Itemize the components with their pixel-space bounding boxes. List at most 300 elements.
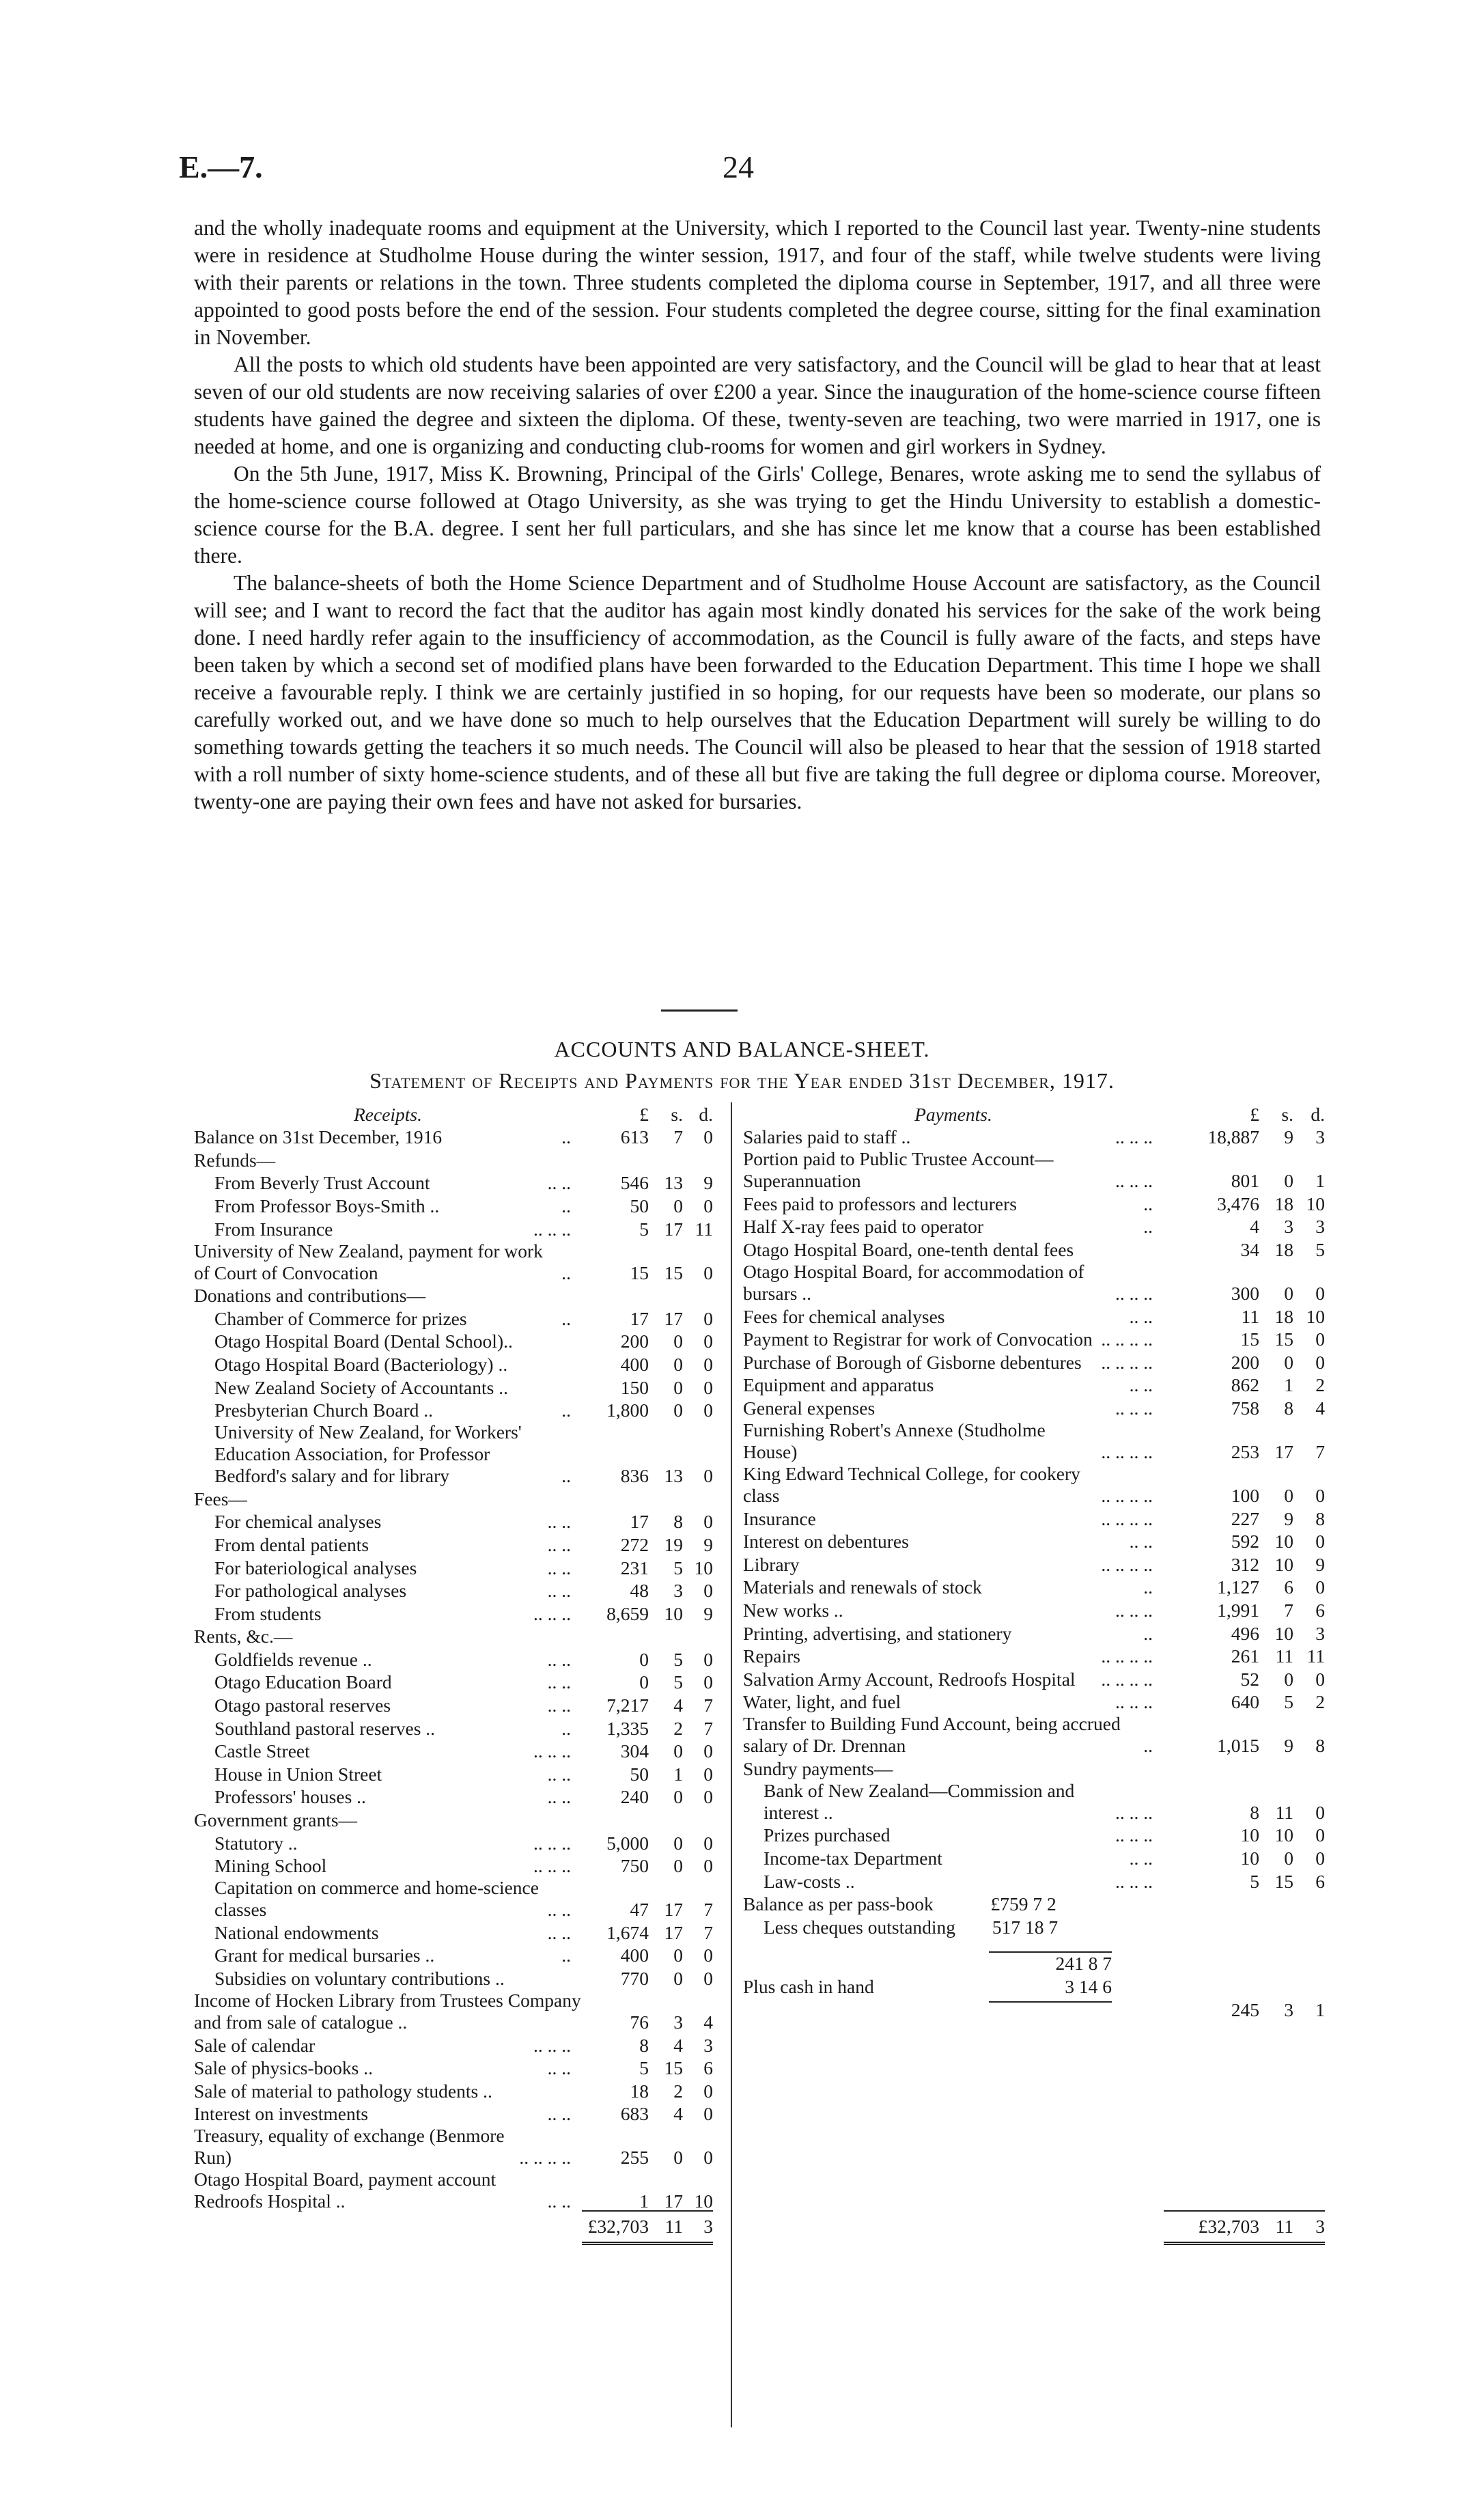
receipt-pence: 6	[703, 2057, 713, 2079]
receipt-pounds: 17	[630, 1511, 649, 1533]
receipt-row	[194, 2102, 713, 2126]
receipt-leader-dots: .. .. ..	[533, 1218, 571, 1240]
receipt-leader-dots: ..	[561, 1126, 571, 1148]
receipt-leader-dots: .. ..	[547, 1557, 571, 1578]
receipt-pounds: 47	[630, 1899, 649, 1921]
receipt-pence: 0	[703, 1648, 713, 1670]
receipt-row	[194, 1194, 713, 1217]
receipt-shillings: 0	[673, 1353, 683, 1375]
receipt-row	[194, 1740, 713, 1763]
receipt-shillings: 19	[664, 1533, 683, 1555]
receipt-leader-dots: .. .. ..	[533, 1832, 571, 1854]
receipt-row	[194, 1171, 713, 1195]
payment-label: Equipment and apparatus	[743, 1374, 934, 1396]
payment-pounds: 200	[1231, 1351, 1259, 1373]
receipt-leader-dots: .. .. ..	[533, 1740, 571, 1762]
receipt-row	[194, 1421, 713, 1487]
payment-row	[743, 1530, 1325, 1553]
payment-shillings: 9	[1284, 1126, 1293, 1148]
receipt-pounds: 400	[620, 1945, 649, 1966]
payment-row	[743, 1261, 1325, 1305]
receipt-pence: 0	[703, 1832, 713, 1854]
payment-row	[743, 1507, 1325, 1530]
receipt-label: Statutory ..	[214, 1832, 298, 1854]
receipt-pence: 0	[703, 1740, 713, 1762]
payment-label: Library	[743, 1553, 800, 1575]
payment-label: Printing, advertising, and stationery	[743, 1622, 1012, 1644]
payment-leader-dots: .. .. .. ..	[1101, 1328, 1153, 1350]
payment-pounds: 758	[1231, 1397, 1259, 1419]
receipt-pence: 7	[703, 1717, 713, 1739]
payment-shillings: 0	[1284, 1848, 1293, 1869]
payments-total-shillings: 11	[1275, 2215, 1293, 2237]
receipt-leader-dots: .. ..	[547, 1786, 571, 1808]
receipt-pounds: 18	[630, 2080, 649, 2102]
payment-pence: 2	[1315, 1691, 1325, 1713]
receipt-row	[194, 1556, 713, 1579]
payment-pence: 1	[1315, 1170, 1325, 1192]
payment-pounds: 10	[1240, 1848, 1259, 1869]
receipt-shillings: 0	[673, 2147, 683, 2169]
payment-shillings: 11	[1275, 1645, 1293, 1667]
receipt-leader-dots: .. ..	[547, 1580, 571, 1602]
receipt-shillings: 15	[664, 1262, 683, 1283]
payments-header-row	[743, 1102, 1325, 1126]
payments-heading: Payments.	[914, 1103, 992, 1125]
receipt-shillings: 0	[673, 1968, 683, 1989]
pass-book-amount: £759 7 2	[990, 1893, 1056, 1915]
payment-pounds: 100	[1231, 1484, 1259, 1506]
receipts-list	[194, 1126, 713, 2213]
payment-pounds: 10	[1240, 1824, 1259, 1846]
receipt-pounds: 272	[620, 1533, 649, 1555]
receipt-label: Otago pastoral reserves	[214, 1695, 391, 1716]
payment-row	[743, 1780, 1325, 1824]
payment-label: Fees paid to professors and lecturers	[743, 1193, 1017, 1214]
payments-column	[743, 1102, 1325, 2245]
payment-label: Fees for chemical analyses	[743, 1305, 945, 1327]
payment-shillings: 10	[1274, 1824, 1293, 1846]
receipt-shillings: 17	[664, 1921, 683, 1943]
receipt-pence: 10	[694, 1557, 713, 1578]
pence-heading: d.	[699, 1103, 713, 1125]
payment-pounds: 18,887	[1207, 1126, 1259, 1148]
pass-book-row	[743, 1893, 1325, 1916]
balance-total-pounds: 245	[1231, 1998, 1259, 2020]
receipt-pence: 9	[703, 1602, 713, 1624]
receipt-label: From Insurance	[214, 1218, 333, 1240]
receipt-label: Rents, &c.—	[194, 1626, 293, 1647]
receipt-leader-dots: .. ..	[547, 1899, 571, 1921]
receipt-label: Capitation on commerce and home-science classes	[214, 1877, 539, 1921]
receipt-pounds: 8,659	[606, 1602, 649, 1624]
receipt-row	[194, 1148, 713, 1171]
receipt-pence: 0	[703, 1465, 713, 1487]
receipt-leader-dots: ..	[561, 1307, 571, 1329]
receipt-pence: 11	[695, 1218, 713, 1240]
payment-label: Water, light, and fuel	[743, 1691, 901, 1713]
receipt-pence: 0	[703, 2147, 713, 2169]
receipt-shillings: 5	[673, 1648, 683, 1670]
receipt-pounds: 5	[639, 2057, 649, 2079]
pounds-heading: £	[1250, 1103, 1259, 1125]
payment-shillings: 10	[1274, 1553, 1293, 1575]
payment-leader-dots: .. .. ..	[1115, 1126, 1153, 1148]
receipt-shillings: 0	[673, 1855, 683, 1877]
spacer	[743, 2021, 1325, 2223]
receipt-row	[194, 1625, 713, 1648]
accounts-subtitle: Statement of Receipts and Payments for the Year ended 31st December, 1917.	[369, 1068, 1115, 1093]
receipt-row	[194, 1579, 713, 1602]
payment-pounds: 3,476	[1217, 1193, 1259, 1214]
receipt-label: House in Union Street	[214, 1763, 382, 1785]
payments-list	[743, 1126, 1325, 1893]
payment-pounds: 1,991	[1217, 1599, 1259, 1621]
receipt-leader-dots: .. ..	[547, 1511, 571, 1533]
receipt-pounds: 231	[620, 1557, 649, 1578]
payment-leader-dots: ..	[1143, 1216, 1153, 1238]
payment-pounds: 8	[1250, 1801, 1259, 1823]
receipt-leader-dots: .. ..	[547, 1695, 571, 1716]
receipt-row	[194, 1762, 713, 1785]
payment-row	[743, 1374, 1325, 1397]
receipt-shillings: 2	[673, 2080, 683, 2102]
receipts-header-row	[194, 1102, 713, 1126]
payment-leader-dots: .. .. .. ..	[1101, 1668, 1153, 1690]
receipt-pounds: 0	[639, 1648, 649, 1670]
receipt-row	[194, 1877, 713, 1921]
receipt-pence: 0	[703, 1126, 713, 1148]
accounts-title: ACCOUNTS AND BALANCE-SHEET.	[554, 1037, 930, 1061]
receipt-pence: 0	[703, 1580, 713, 1602]
payment-shillings: 10	[1274, 1622, 1293, 1644]
net-balance-amount: 241 8 7	[989, 1951, 1112, 1975]
payment-leader-dots: ..	[1143, 1193, 1153, 1214]
receipt-row	[194, 1944, 713, 1967]
payment-row	[743, 1576, 1325, 1599]
receipt-pounds: 5,000	[606, 1832, 649, 1854]
receipt-shillings: 0	[673, 1331, 683, 1352]
shillings-heading: s.	[671, 1103, 683, 1125]
receipt-shillings: 13	[664, 1465, 683, 1487]
receipt-label: Grant for medical bursaries ..	[214, 1945, 435, 1966]
receipt-label: Sale of material to pathology students ..	[194, 2080, 492, 2102]
receipt-row	[194, 1808, 713, 1831]
payment-pounds: 1,015	[1217, 1735, 1259, 1757]
payment-pence: 0	[1315, 1668, 1325, 1690]
receipt-label: Otago Hospital Board (Bacteriology) ..	[214, 1353, 508, 1375]
receipt-shillings: 0	[673, 1740, 683, 1762]
receipt-row	[194, 1240, 713, 1284]
payment-row	[743, 1419, 1325, 1463]
receipt-label: University of New Zealand, for Workers' Education Association, for Professor Bedford's salary and for library	[214, 1421, 522, 1487]
receipt-row	[194, 1487, 713, 1510]
payment-pounds: 261	[1231, 1645, 1259, 1667]
receipt-row	[194, 1854, 713, 1878]
receipt-pounds: 50	[630, 1763, 649, 1785]
receipt-row	[194, 1217, 713, 1240]
receipt-pence: 7	[703, 1695, 713, 1716]
receipt-leader-dots: .. .. .. ..	[519, 2147, 571, 2169]
receipt-pence: 0	[703, 1376, 713, 1398]
receipt-label: Otago Hospital Board, payment account Redroofs Hospital ..	[194, 2169, 496, 2212]
receipt-label: For bateriological analyses	[214, 1557, 417, 1578]
section-divider	[661, 1009, 738, 1012]
receipt-row	[194, 1966, 713, 1990]
payment-leader-dots: .. .. ..	[1115, 1170, 1153, 1192]
receipt-pounds: 48	[630, 1580, 649, 1602]
payment-label: Otago Hospital Board, one-tenth dental fees	[743, 1238, 1074, 1260]
payment-row	[743, 1148, 1325, 1192]
receipt-leader-dots: ..	[561, 1465, 571, 1487]
receipt-pounds: 836	[620, 1465, 649, 1487]
balance-total-shillings: 3	[1284, 1998, 1293, 2020]
payment-label: Salaries paid to staff ..	[743, 1126, 911, 1148]
paragraph: All the posts to which old students have been appointed are very satisfactory, and the Council will be glad to hear that at least seven of our old students are now receiving salaries of over £200 a year. Since the inauguration of the home-science course fifteen students have gained the degree and sixteen the diploma. Of these, twenty-seven are teaching, two were married in 1917, one is needed at home, and one is organizing and conducting club-rooms for women and girl workers in Sydney.	[194, 352, 1321, 458]
payment-pence: 0	[1315, 1282, 1325, 1304]
payment-row	[743, 1126, 1325, 1149]
receipt-pounds: 150	[620, 1376, 649, 1398]
receipt-pence: 10	[694, 2190, 713, 2212]
payment-pounds: 1,127	[1217, 1576, 1259, 1598]
payment-label: King Edward Technical College, for cookery class	[743, 1462, 1080, 1506]
payment-pounds: 640	[1231, 1691, 1259, 1713]
payment-pence: 8	[1315, 1735, 1325, 1757]
receipt-row	[194, 1376, 713, 1399]
payment-leader-dots: .. ..	[1129, 1305, 1153, 1327]
receipt-pence: 0	[703, 1511, 713, 1533]
receipt-pence: 0	[703, 1195, 713, 1216]
receipt-label: For pathological analyses	[214, 1580, 407, 1602]
payment-row	[743, 1713, 1325, 1757]
pence-heading: d.	[1311, 1103, 1325, 1125]
receipt-pence: 0	[703, 1353, 713, 1375]
cheques-amount: 517 18 7	[992, 1916, 1059, 1938]
receipt-pounds: 5	[639, 1218, 649, 1240]
receipt-label: Sale of physics-books ..	[194, 2057, 373, 2079]
payment-label: Sundry payments—	[743, 1757, 893, 1779]
receipt-pounds: 546	[620, 1172, 649, 1194]
receipt-leader-dots: .. ..	[547, 1671, 571, 1693]
payment-leader-dots: .. ..	[1129, 1531, 1153, 1552]
payment-leader-dots: .. .. .. ..	[1101, 1440, 1153, 1462]
payment-row	[743, 1690, 1325, 1714]
payment-leader-dots: .. .. ..	[1115, 1870, 1153, 1892]
payment-row	[743, 1350, 1325, 1374]
payment-pence: 3	[1315, 1622, 1325, 1644]
receipt-pounds: 750	[620, 1855, 649, 1877]
receipt-pence: 0	[703, 1855, 713, 1877]
receipt-shillings: 15	[664, 2057, 683, 2079]
payment-label: Interest on debentures	[743, 1531, 909, 1552]
payment-pence: 5	[1315, 1238, 1325, 1260]
page-number: 24	[723, 150, 754, 184]
cheques-label: Less cheques outstanding	[764, 1916, 956, 1938]
payment-leader-dots: .. ..	[1129, 1848, 1153, 1869]
receipt-pence: 0	[703, 2103, 713, 2125]
payment-shillings: 10	[1274, 1531, 1293, 1552]
receipt-shillings: 13	[664, 1172, 683, 1194]
payment-label: Law-costs ..	[764, 1870, 855, 1892]
payment-shillings: 1	[1284, 1374, 1293, 1396]
payment-row	[743, 1305, 1325, 1328]
payments-total-pounds: £32,703	[1198, 2215, 1259, 2237]
receipt-pounds: 1,674	[606, 1921, 649, 1943]
receipt-row	[194, 1716, 713, 1740]
balance-total-pence: 1	[1315, 1998, 1325, 2020]
receipt-pence: 0	[703, 1786, 713, 1808]
receipt-row	[194, 2079, 713, 2102]
receipt-row	[194, 1307, 713, 1330]
payment-row	[743, 1396, 1325, 1419]
balance-total-row	[743, 1998, 1325, 2021]
receipt-pence: 0	[703, 1763, 713, 1785]
payment-pounds: 5	[1250, 1870, 1259, 1892]
payment-label: Repairs	[743, 1645, 801, 1667]
receipt-label: From students	[214, 1602, 322, 1624]
payment-row	[743, 1238, 1325, 1261]
receipt-leader-dots: .. ..	[547, 2190, 571, 2212]
receipt-pence: 0	[703, 1307, 713, 1329]
receipt-leader-dots: ..	[561, 1717, 571, 1739]
payment-pence: 0	[1315, 1848, 1325, 1869]
receipt-row	[194, 1785, 713, 1809]
payment-shillings: 3	[1284, 1216, 1293, 1238]
receipt-pounds: 15	[630, 1262, 649, 1283]
receipt-label: Otago Education Board	[214, 1671, 392, 1693]
payment-pence: 4	[1315, 1397, 1325, 1419]
receipt-label: Presbyterian Church Board ..	[214, 1399, 433, 1421]
receipt-row	[194, 1693, 713, 1716]
receipt-pounds: 1,800	[606, 1399, 649, 1421]
receipt-label: Treasury, equality of exchange (Benmore Run)	[194, 2125, 505, 2169]
payment-pence: 6	[1315, 1870, 1325, 1892]
receipt-label: Professors' houses ..	[214, 1786, 366, 1808]
cash-label: Plus cash in hand	[743, 1976, 874, 1998]
payment-shillings: 17	[1274, 1440, 1293, 1462]
payment-leader-dots: ..	[1143, 1622, 1153, 1644]
receipt-pounds: 255	[620, 2147, 649, 2169]
receipt-leader-dots: .. ..	[547, 1533, 571, 1555]
payment-shillings: 0	[1284, 1484, 1293, 1506]
receipt-pence: 0	[703, 1671, 713, 1693]
payment-label: Half X-ray fees paid to operator	[743, 1216, 983, 1238]
receipt-pence: 7	[703, 1899, 713, 1921]
receipt-leader-dots: .. ..	[547, 1172, 571, 1194]
payment-pence: 0	[1315, 1328, 1325, 1350]
receipt-row	[194, 2057, 713, 2080]
receipt-pence: 0	[703, 1399, 713, 1421]
receipt-shillings: 0	[673, 1399, 683, 1421]
payment-leader-dots: .. .. ..	[1115, 1801, 1153, 1823]
receipt-shillings: 4	[673, 2034, 683, 2056]
pounds-heading: £	[639, 1103, 649, 1125]
payment-pence: 0	[1315, 1351, 1325, 1373]
receipt-label: University of New Zealand, payment for work of Court of Convocation	[194, 1240, 543, 1283]
payment-pounds: 52	[1240, 1668, 1259, 1690]
payment-label: Payment to Registrar for work of Convocation	[743, 1328, 1093, 1350]
payment-row	[743, 1598, 1325, 1621]
receipt-label: Fees—	[194, 1488, 247, 1509]
payment-pence: 10	[1306, 1305, 1325, 1327]
paragraph: On the 5th June, 1917, Miss K. Browning, Principal of the Girls' College, Benares, wrote asking me to send the syllabus of the home-science course followed at Otago University, as she was trying to get the Hindu University to establish a domestic-science course for the B.A. degree. I sent her full particulars, and she has since let me know that a course has been established there.	[194, 462, 1321, 568]
receipt-leader-dots: ..	[561, 1262, 571, 1283]
payment-pence: 0	[1315, 1824, 1325, 1846]
receipt-row	[194, 1284, 713, 1307]
receipt-row	[194, 2033, 713, 2057]
payments-total-pence: 3	[1315, 2215, 1325, 2237]
payment-leader-dots: .. .. ..	[1115, 1599, 1153, 1621]
payment-row	[743, 1621, 1325, 1645]
receipt-row	[194, 1330, 713, 1353]
receipt-label: Government grants—	[194, 1809, 358, 1831]
receipt-shillings: 5	[673, 1557, 683, 1578]
receipt-row	[194, 1126, 713, 1149]
payment-row	[743, 1215, 1325, 1238]
receipt-row	[194, 1990, 713, 2033]
receipt-label: From Beverly Trust Account	[214, 1172, 430, 1194]
payment-leader-dots: .. ..	[1129, 1374, 1153, 1396]
cash-amount: 3 14 6	[1065, 1976, 1112, 1998]
shillings-heading: s.	[1281, 1103, 1293, 1125]
payment-label: Insurance	[743, 1507, 816, 1529]
receipt-row	[194, 1831, 713, 1854]
payment-pence: 2	[1315, 1374, 1325, 1396]
receipt-pounds: 770	[620, 1968, 649, 1989]
payment-row	[743, 1824, 1325, 1847]
payment-leader-dots: .. .. ..	[1115, 1824, 1153, 1846]
payment-shillings: 0	[1284, 1282, 1293, 1304]
receipt-pounds: 8	[639, 2034, 649, 2056]
payment-shillings: 18	[1274, 1193, 1293, 1214]
payment-pounds: 801	[1231, 1170, 1259, 1192]
payment-label: Transfer to Building Fund Account, being accrued salary of Dr. Drennan	[743, 1713, 1121, 1757]
receipt-label: Refunds—	[194, 1149, 276, 1171]
payment-shillings: 11	[1275, 1801, 1293, 1823]
payment-pence: 9	[1315, 1553, 1325, 1575]
receipt-leader-dots: ..	[561, 1195, 571, 1216]
receipt-pounds: 76	[630, 2011, 649, 2033]
payment-shillings: 9	[1284, 1735, 1293, 1757]
receipts-total-row	[194, 2215, 713, 2245]
payments-total-row	[743, 2215, 1325, 2245]
receipt-row	[194, 1510, 713, 1533]
receipt-label: Sale of calendar	[194, 2034, 316, 2056]
receipt-shillings: 7	[673, 1126, 683, 1148]
receipt-leader-dots: ..	[561, 1399, 571, 1421]
receipt-label: Mining School	[214, 1855, 327, 1877]
payment-label: Income-tax Department	[764, 1848, 942, 1869]
receipt-row	[194, 1921, 713, 1944]
payment-label: Purchase of Borough of Gisborne debentures	[743, 1351, 1082, 1373]
payment-label: Prizes purchased	[764, 1824, 891, 1846]
receipt-shillings: 17	[664, 1307, 683, 1329]
payment-pence: 6	[1315, 1599, 1325, 1621]
receipt-shillings: 0	[673, 1945, 683, 1966]
payment-leader-dots: .. .. .. ..	[1101, 1507, 1153, 1529]
receipt-row	[194, 1352, 713, 1376]
payment-pounds: 300	[1231, 1282, 1259, 1304]
payment-leader-dots: ..	[1143, 1735, 1153, 1757]
receipts-column	[194, 1102, 713, 2245]
receipt-leader-dots: .. ..	[547, 1921, 571, 1943]
payment-label: New works ..	[743, 1599, 843, 1621]
column-divider	[731, 1102, 732, 2427]
payment-shillings: 7	[1284, 1599, 1293, 1621]
receipt-pounds: 200	[620, 1331, 649, 1352]
receipt-pence: 0	[703, 2080, 713, 2102]
cheques-row	[743, 1915, 1325, 1938]
